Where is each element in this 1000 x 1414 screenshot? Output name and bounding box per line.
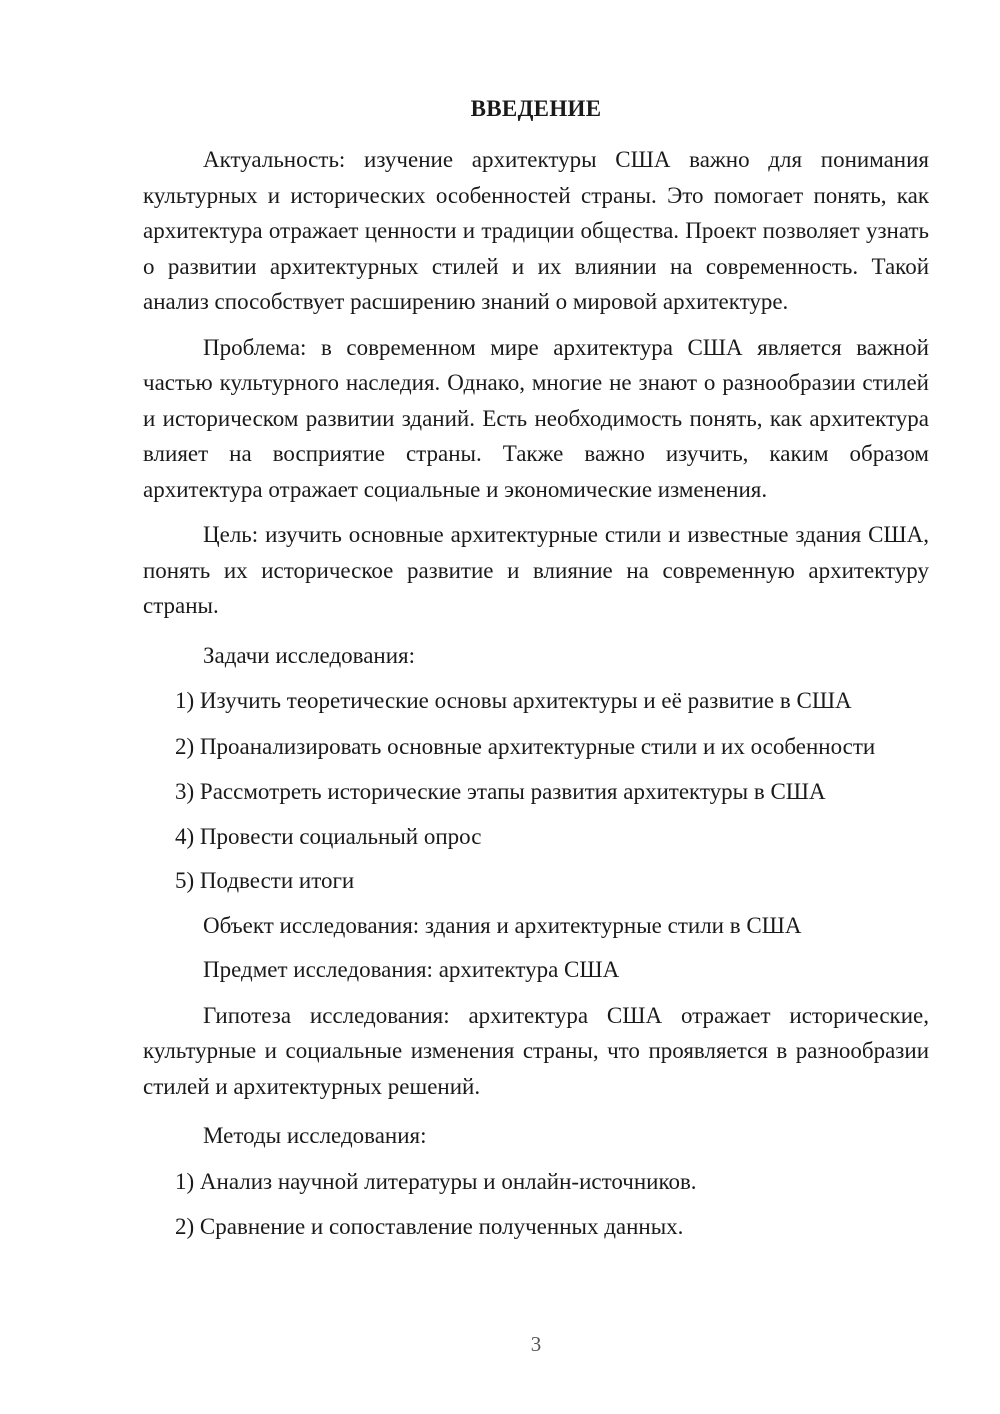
research-object: Объект исследования: здания и архитектурные стили в США (203, 912, 802, 938)
goal-paragraph: Цель: изучить основные архитектурные стили и известные здания США, понять их историческое развитие и влияние на современную архитектуру страны. (143, 522, 929, 618)
method-item-1: 1) Анализ научной литературы и онлайн-источников. (175, 1168, 697, 1194)
task-item-5: 5) Подвести итоги (175, 868, 355, 893)
task-item-1: 1) Изучить теоретические основы архитектуры и её развитие в США (175, 688, 852, 713)
method-item-2: 2) Сравнение и сопоставление полученных данных. (175, 1214, 684, 1239)
research-subject: Предмет исследования: архитектура США (203, 957, 620, 982)
relevance-paragraph: Актуальность: изучение архитектуры США важно для понимания культурных и исторических особенностей страны. Это помогает понять, как архитектура отражает ценности и традиции общества. Проект позволяет узнать о развитии архитектурных стилей и их влиянии на современность. Такой анализ способствует расширению знаний о мировой архитектуре. (143, 147, 929, 314)
page-number: 3 (530, 1332, 542, 1356)
page-title: ВВЕДЕНИЕ (470, 96, 602, 121)
document-body (143, 142, 929, 1245)
task-item-2: 2) Проанализировать основные архитектурные стили и их особенности (175, 733, 876, 759)
methods-heading: Методы исследования: (203, 1123, 427, 1148)
hypothesis-paragraph: Гипотеза исследования: архитектура США отражает исторические, культурные и социальные изменения страны, что проявляется в разнообразии стилей и архитектурных решений. (143, 1002, 929, 1099)
problem-paragraph: Проблема: в современном мире архитектура США является важной частью культурного наследия. Однако, многие не знают о разнообразии стилей и историческом развитии зданий. Есть необходимость понять, как архитектура влияет на восприятие страны. Также важно изучить, каким образом архитектура отражает социальные и экономические изменения. (143, 334, 929, 502)
task-item-4: 4) Провести социальный опрос (175, 823, 482, 849)
tasks-heading: Задачи исследования: (203, 642, 416, 668)
task-item-3: 3) Рассмотреть исторические этапы развития архитектуры в США (175, 779, 826, 804)
